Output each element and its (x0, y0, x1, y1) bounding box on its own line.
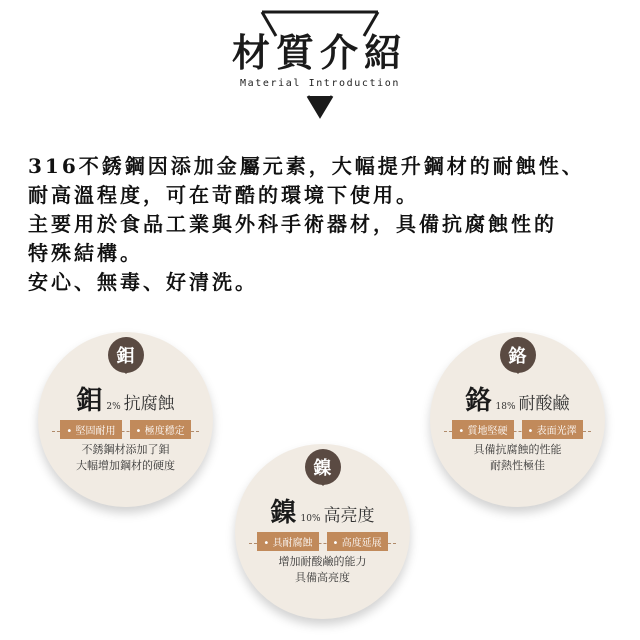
feature-tag: • 高度延展 (327, 532, 388, 551)
section-header (0, 0, 640, 120)
feature-tag: • 極度穩定 (130, 420, 191, 439)
feature-tag: • 質地堅硬 (452, 420, 513, 439)
tag-row (38, 420, 213, 439)
intro-line: 耐高溫程度，可在苛酷的環境下使用。 (28, 183, 419, 207)
feature-tag: • 堅固耐用 (60, 420, 121, 439)
element-percent: 18% (495, 402, 516, 412)
description-line: 耐熱性極佳 (490, 459, 545, 472)
element-percent: 2% (106, 402, 121, 412)
element-card-molybdenum (38, 332, 213, 507)
chevron-down-icon (317, 480, 329, 486)
element-name: 鎳 (270, 498, 297, 528)
element-badge: 鉬 (108, 337, 144, 373)
chevron-down-icon (512, 368, 524, 374)
intro-line: 特殊結構。 (28, 241, 143, 265)
element-percent: 10% (300, 514, 321, 524)
element-heading (38, 380, 213, 417)
intro-line: 主要用於食品工業與外科手術器材，具備抗腐蝕性的 (28, 212, 557, 236)
element-name: 鉬 (76, 386, 103, 416)
description-line: 增加耐酸鹼的能力 (278, 555, 367, 568)
element-description (430, 442, 605, 474)
element-heading (430, 380, 605, 417)
element-card-chromium (430, 332, 605, 507)
page-subtitle: Material Introduction (239, 78, 401, 89)
intro-line: 安心、無毒、好清洗。 (28, 270, 258, 294)
element-property: 抗腐蝕 (123, 394, 175, 414)
feature-tag: • 具耐腐蝕 (257, 532, 318, 551)
intro-line: 316不銹鋼因添加金屬元素，大幅提升鋼材的耐蝕性、 (28, 154, 585, 178)
tag-row (235, 532, 410, 551)
element-name: 鉻 (465, 386, 492, 416)
page-title: 材質介紹 (231, 30, 408, 75)
feature-tag: • 表面光澤 (522, 420, 583, 439)
description-line: 大幅增加鋼材的硬度 (76, 459, 175, 472)
element-property: 耐酸鹼 (518, 394, 570, 414)
element-heading (235, 492, 410, 529)
description-line: 具備抗腐蝕的性能 (473, 443, 562, 456)
element-description (38, 442, 213, 474)
intro-paragraph (28, 152, 628, 297)
element-property: 高亮度 (323, 506, 375, 526)
element-badge: 鉻 (500, 337, 536, 373)
chevron-down-icon (120, 368, 132, 374)
element-description (235, 554, 410, 586)
tag-row (430, 420, 605, 439)
element-badge: 鎳 (305, 449, 341, 485)
description-line: 不銹鋼材添加了鉬 (81, 443, 170, 456)
element-card-nickel (235, 444, 410, 619)
description-line: 具備高亮度 (295, 571, 350, 584)
